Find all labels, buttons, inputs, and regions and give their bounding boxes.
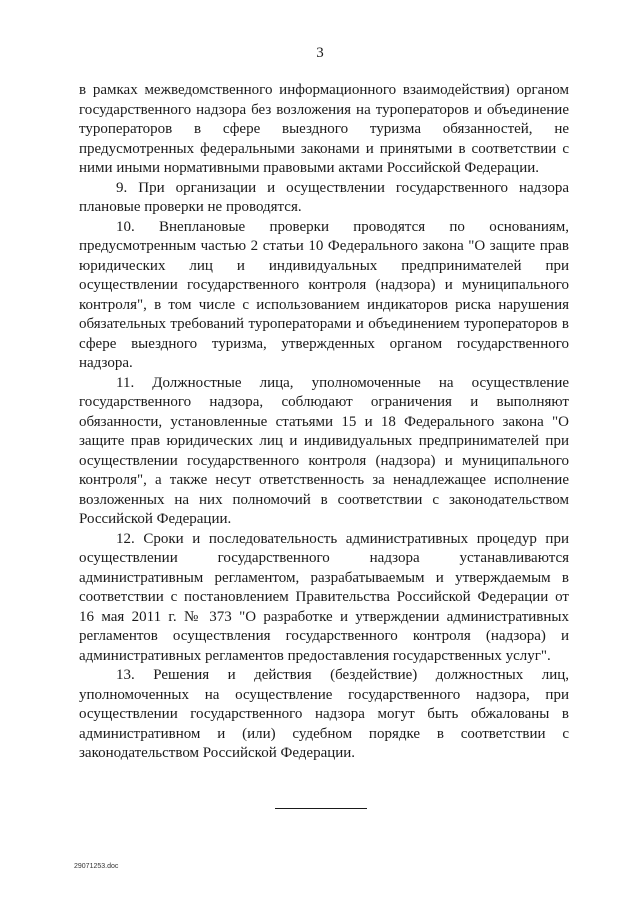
document-body xyxy=(79,81,569,764)
paragraph-item-10: 10. Внеплановые проверки проводятся по основаниям, предусмотренным частью 2 статьи 10 Федерального закона "О защите прав юридических лиц и индивидуальных предпринимателей при осуществлении государственного контроля (надзора) и муниципального контроля", в том числе с использованием индикаторов риска нарушения обязательных требований туроператорами и объединением туроператоров в сфере выездного туризма, утвержденных органом государственного надзора. xyxy=(79,218,569,371)
paragraph-item-11: 11. Должностные лица, уполномоченные на осуществление государственного надзора, соблюдают ограничения и выполняют обязанности, установленные статьями 15 и 18 Федерального закона "О защите прав юридических лиц и индивидуальных предпринимателей при осуществлении государственного контроля (надзора) и муниципального контроля", а также несут ответственность за ненадлежащее исполнение возложенных на них полномочий в соответствии с законодательством Российской Федерации. xyxy=(79,374,569,527)
document-file-code: 29071253.doc xyxy=(74,863,119,870)
paragraph-item-9: 9. При организации и осуществлении государственного надзора плановые проверки не проводятся. xyxy=(79,179,569,215)
page-number: 3 xyxy=(316,45,324,61)
paragraph-item-13: 13. Решения и действия (бездействие) должностных лиц, уполномоченных на осуществление государственного надзора, при осуществлении государственного надзора могут быть обжалованы в административном и (или) судебном порядке в соответствии с законодательством Российской Федерации. xyxy=(79,667,569,761)
paragraph-continuation: в рамках межведомственного информационного взаимодействия) органом государственного надзора без возложения на туроператоров и объединение туроператоров в сфере выездного туризма обязанностей, не предусмотренных федеральными законами и принятыми в соответствии с ними иными нормативными правовыми актами Российской Федерации. xyxy=(79,82,569,176)
end-of-text-separator xyxy=(275,808,367,809)
paragraph-item-12: 12. Сроки и последовательность административных процедур при осуществлении государственного надзора устанавливаются административным регламентом, разрабатываемым и утверждаемым в соответствии с постановлением Правительства Российской Федерации от 16 мая 2011 г. № 373 "О разработке и утверждении административных регламентов осуществления государственного контроля (надзора) и административных регламентов предоставления государственных услуг". xyxy=(79,530,569,664)
